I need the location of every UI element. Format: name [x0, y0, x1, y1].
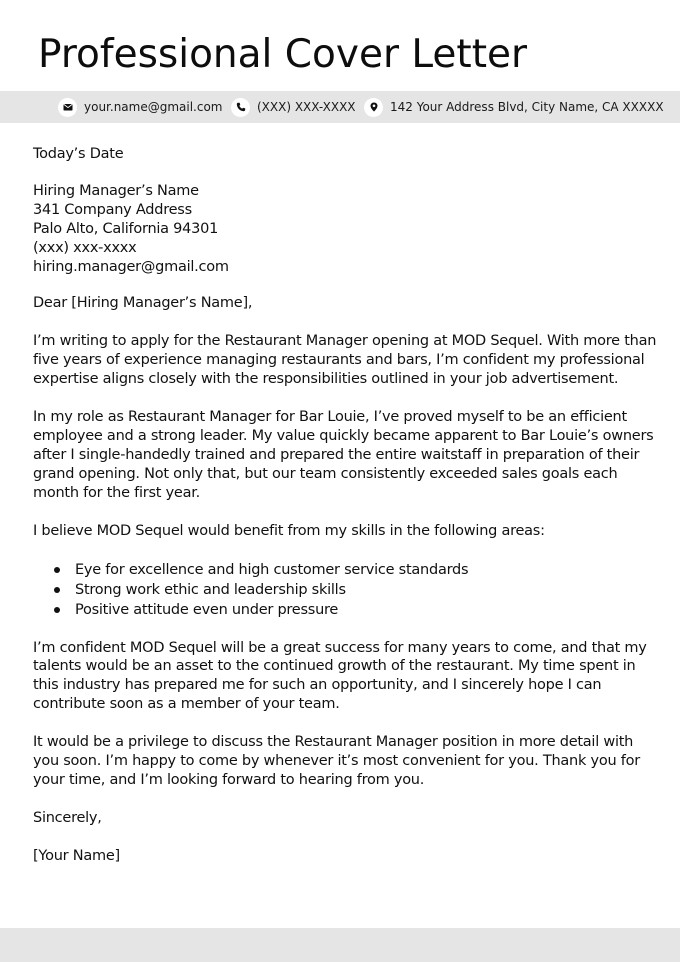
- paragraph-skills-lead: I believe MOD Sequel would benefit from my skills in the following areas:: [33, 522, 545, 539]
- paragraph-confidence: I’m confident MOD Sequel will be a great success for many years to come, and that my talents would be an asset to the continued growth of the restaurant. My time spent in this industry has prepared me for such an opportunity, and I sincerely hope I can contribute soon as a member of your team.: [33, 639, 647, 713]
- paragraph-experience: In my role as Restaurant Manager for Bar Louie, I’ve proved myself to be an efficient employee and a strong leader. My value quickly became apparent to Bar Louie’s owners after I single-handedly trained and prepared the entire waitstaff in preparation of their grand opening. Not only that, but our team consistently exceeded sales goals each month for the first year.: [33, 409, 654, 501]
- recipient-street: 341 Company Address: [33, 201, 192, 218]
- contact-bar: [0, 91, 680, 123]
- list-item: Strong work ethic and leadership skills: [54, 580, 658, 600]
- paragraph-intro: I’m writing to apply for the Restaurant Manager opening at MOD Sequel. With more than five years of experience managing restaurants and bars, I’m confident my professional expertise aligns closely with the responsibilities outlined in your job advertisement.: [33, 333, 657, 388]
- footer-bar: [0, 928, 680, 962]
- recipient-name: Hiring Manager’s Name: [33, 182, 199, 199]
- letter-date: Today’s Date: [33, 146, 124, 162]
- list-item: Positive attitude even under pressure: [54, 600, 658, 620]
- contact-email: [58, 91, 223, 123]
- list-item: Eye for excellence and high customer service standards: [54, 560, 658, 580]
- contact-address: [364, 91, 664, 123]
- recipient-block: [33, 182, 658, 277]
- contact-address-text: 142 Your Address Blvd, City Name, CA XXXXX: [390, 100, 664, 114]
- page-title: Professional Cover Letter: [38, 32, 528, 77]
- recipient-phone: (xxx) xxx-xxxx: [33, 239, 137, 256]
- paragraph-privilege: It would be a privilege to discuss the Restaurant Manager position in more detail with you soon. I’m happy to come by whenever it’s most convenient for you. Thank you for your time, and I’m looking forward to hearing from you.: [33, 734, 640, 788]
- recipient-city: Palo Alto, California 94301: [33, 220, 219, 237]
- salutation: Dear [Hiring Manager’s Name],: [33, 295, 253, 312]
- letter-body: [33, 145, 658, 866]
- contact-phone: [231, 91, 356, 123]
- contact-phone-text: (XXX) XXX-XXXX: [257, 100, 356, 114]
- phone-icon: [231, 98, 250, 117]
- contact-email-text: your.name@gmail.com: [84, 100, 223, 114]
- skills-list: [33, 560, 658, 620]
- signature-name: [Your Name]: [33, 847, 120, 864]
- sign-off: Sincerely,: [33, 809, 102, 826]
- recipient-email: hiring.manager@gmail.com: [33, 258, 229, 275]
- envelope-icon: [58, 98, 77, 117]
- map-pin-icon: [364, 98, 383, 117]
